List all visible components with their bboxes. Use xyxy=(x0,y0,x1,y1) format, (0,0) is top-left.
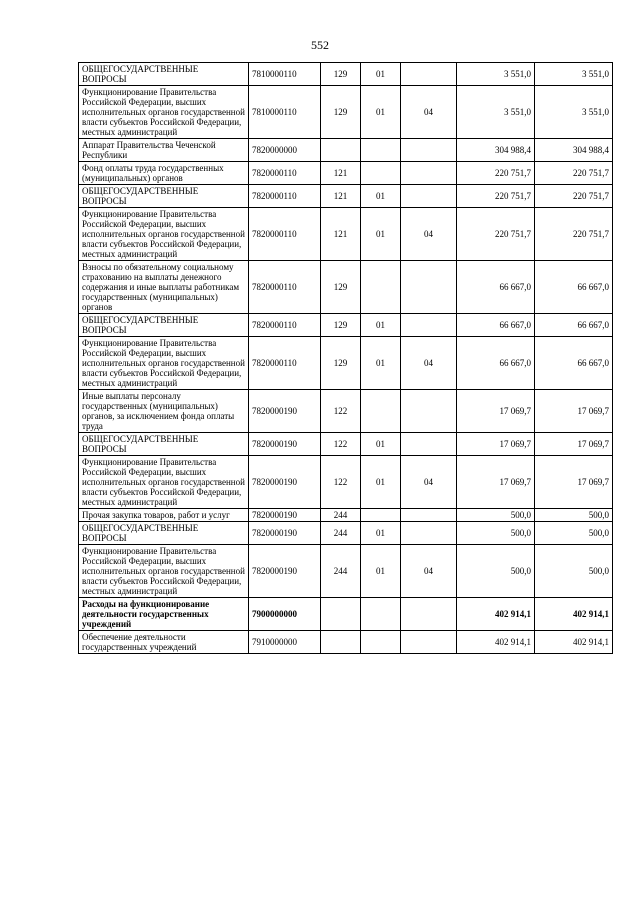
section-cell: 01 xyxy=(361,433,401,456)
table-row xyxy=(79,185,613,208)
amount-cell-1: 500,0 xyxy=(457,545,535,598)
target-article-cell: 7820000110 xyxy=(249,162,321,185)
target-article-cell: 7820000190 xyxy=(249,390,321,433)
table-row xyxy=(79,63,613,86)
section-cell: 01 xyxy=(361,185,401,208)
subsection-cell xyxy=(401,522,457,545)
subsection-cell: 04 xyxy=(401,86,457,139)
expense-name-cell: Расходы на функционирование деятельности государственных учреждений xyxy=(79,598,249,631)
target-article-cell: 7820000110 xyxy=(249,261,321,314)
target-article-cell: 7820000190 xyxy=(249,545,321,598)
target-article-cell: 7820000110 xyxy=(249,185,321,208)
table-row xyxy=(79,314,613,337)
page-number: 552 xyxy=(311,38,329,52)
target-article-cell: 7820000110 xyxy=(249,337,321,390)
amount-cell-2: 66 667,0 xyxy=(535,261,613,314)
table-row xyxy=(79,456,613,509)
amount-cell-2: 220 751,7 xyxy=(535,185,613,208)
expense-name-cell: Функционирование Правительства Российской Федерации, высших исполнительных органов государственной власти субъектов Российской Федерации, местных администраций xyxy=(79,456,249,509)
section-cell: 01 xyxy=(361,86,401,139)
amount-cell-1: 500,0 xyxy=(457,509,535,522)
target-article-cell: 7820000190 xyxy=(249,433,321,456)
expense-type-cell: 244 xyxy=(321,545,361,598)
subsection-cell: 04 xyxy=(401,208,457,261)
amount-cell-2: 66 667,0 xyxy=(535,314,613,337)
target-article-cell: 7820000190 xyxy=(249,456,321,509)
subsection-cell xyxy=(401,162,457,185)
expense-type-cell: 122 xyxy=(321,433,361,456)
expense-name-cell: Аппарат Правительства Чеченской Республики xyxy=(79,139,249,162)
expense-name-cell: ОБЩЕГОСУДАРСТВЕННЫЕ ВОПРОСЫ xyxy=(79,185,249,208)
amount-cell-2: 500,0 xyxy=(535,509,613,522)
subsection-cell xyxy=(401,261,457,314)
amount-cell-1: 17 069,7 xyxy=(457,390,535,433)
table-row xyxy=(79,509,613,522)
subsection-cell xyxy=(401,631,457,654)
expense-name-cell: ОБЩЕГОСУДАРСТВЕННЫЕ ВОПРОСЫ xyxy=(79,522,249,545)
subsection-cell: 04 xyxy=(401,456,457,509)
expense-type-cell xyxy=(321,598,361,631)
expense-type-cell: 129 xyxy=(321,261,361,314)
amount-cell-2: 304 988,4 xyxy=(535,139,613,162)
table-body xyxy=(79,63,613,654)
expense-type-cell: 122 xyxy=(321,456,361,509)
expense-type-cell: 129 xyxy=(321,337,361,390)
table-row xyxy=(79,337,613,390)
subsection-cell xyxy=(401,509,457,522)
section-cell xyxy=(361,509,401,522)
amount-cell-1: 220 751,7 xyxy=(457,208,535,261)
expense-name-cell: Прочая закупка товаров, работ и услуг xyxy=(79,509,249,522)
section-cell: 01 xyxy=(361,522,401,545)
amount-cell-1: 402 914,1 xyxy=(457,598,535,631)
amount-cell-1: 220 751,7 xyxy=(457,185,535,208)
subsection-cell xyxy=(401,598,457,631)
amount-cell-1: 3 551,0 xyxy=(457,63,535,86)
expense-type-cell: 129 xyxy=(321,86,361,139)
expense-name-cell: Функционирование Правительства Российской Федерации, высших исполнительных органов государственной власти субъектов Российской Федерации, местных администраций xyxy=(79,545,249,598)
subsection-cell xyxy=(401,63,457,86)
amount-cell-1: 220 751,7 xyxy=(457,162,535,185)
section-cell: 01 xyxy=(361,208,401,261)
budget-table xyxy=(78,62,613,654)
table-row xyxy=(79,86,613,139)
expense-name-cell: Фонд оплаты труда государственных (муниципальных) органов xyxy=(79,162,249,185)
amount-cell-1: 17 069,7 xyxy=(457,456,535,509)
section-cell xyxy=(361,390,401,433)
expense-type-cell: 121 xyxy=(321,208,361,261)
section-cell: 01 xyxy=(361,545,401,598)
subsection-cell: 04 xyxy=(401,337,457,390)
amount-cell-2: 66 667,0 xyxy=(535,337,613,390)
table-row xyxy=(79,162,613,185)
target-article-cell: 7820000190 xyxy=(249,522,321,545)
section-cell: 01 xyxy=(361,456,401,509)
amount-cell-2: 17 069,7 xyxy=(535,456,613,509)
target-article-cell: 7910000000 xyxy=(249,631,321,654)
subsection-cell xyxy=(401,139,457,162)
amount-cell-2: 17 069,7 xyxy=(535,390,613,433)
expense-type-cell: 121 xyxy=(321,162,361,185)
amount-cell-2: 500,0 xyxy=(535,545,613,598)
section-cell xyxy=(361,261,401,314)
expense-name-cell: ОБЩЕГОСУДАРСТВЕННЫЕ ВОПРОСЫ xyxy=(79,433,249,456)
target-article-cell: 7820000110 xyxy=(249,314,321,337)
target-article-cell: 7820000000 xyxy=(249,139,321,162)
expense-name-cell: Функционирование Правительства Российской Федерации, высших исполнительных органов государственной власти субъектов Российской Федерации, местных администраций xyxy=(79,86,249,139)
section-cell xyxy=(361,139,401,162)
expense-name-cell: Обеспечение деятельности государственных учреждений xyxy=(79,631,249,654)
section-cell xyxy=(361,598,401,631)
expense-type-cell: 244 xyxy=(321,509,361,522)
table-row xyxy=(79,631,613,654)
expense-type-cell: 121 xyxy=(321,185,361,208)
expense-name-cell: Взносы по обязательному социальному страхованию на выплаты денежного содержания и иные выплаты работникам государственных (муниципальных) органов xyxy=(79,261,249,314)
amount-cell-2: 402 914,1 xyxy=(535,631,613,654)
subsection-cell: 04 xyxy=(401,545,457,598)
amount-cell-1: 17 069,7 xyxy=(457,433,535,456)
amount-cell-2: 17 069,7 xyxy=(535,433,613,456)
section-cell: 01 xyxy=(361,63,401,86)
expense-name-cell: ОБЩЕГОСУДАРСТВЕННЫЕ ВОПРОСЫ xyxy=(79,63,249,86)
expense-type-cell: 129 xyxy=(321,63,361,86)
table-row xyxy=(79,208,613,261)
section-cell xyxy=(361,631,401,654)
target-article-cell: 7810000110 xyxy=(249,63,321,86)
amount-cell-1: 500,0 xyxy=(457,522,535,545)
amount-cell-2: 220 751,7 xyxy=(535,208,613,261)
table-row xyxy=(79,598,613,631)
table-row xyxy=(79,522,613,545)
table-row xyxy=(79,139,613,162)
subsection-cell xyxy=(401,314,457,337)
expense-name-cell: Функционирование Правительства Российской Федерации, высших исполнительных органов государственной власти субъектов Российской Федерации, местных администраций xyxy=(79,337,249,390)
amount-cell-2: 500,0 xyxy=(535,522,613,545)
expense-name-cell: ОБЩЕГОСУДАРСТВЕННЫЕ ВОПРОСЫ xyxy=(79,314,249,337)
subsection-cell xyxy=(401,185,457,208)
amount-cell-2: 3 551,0 xyxy=(535,86,613,139)
amount-cell-1: 402 914,1 xyxy=(457,631,535,654)
amount-cell-1: 3 551,0 xyxy=(457,86,535,139)
amount-cell-1: 304 988,4 xyxy=(457,139,535,162)
section-cell: 01 xyxy=(361,314,401,337)
expense-type-cell: 129 xyxy=(321,314,361,337)
expense-type-cell xyxy=(321,631,361,654)
amount-cell-2: 220 751,7 xyxy=(535,162,613,185)
table-row xyxy=(79,261,613,314)
expense-type-cell: 244 xyxy=(321,522,361,545)
table-row xyxy=(79,433,613,456)
section-cell xyxy=(361,162,401,185)
expense-name-cell: Иные выплаты персоналу государственных (муниципальных) органов, за исключением фонда оплаты труда xyxy=(79,390,249,433)
target-article-cell: 7810000110 xyxy=(249,86,321,139)
table-row xyxy=(79,390,613,433)
expense-name-cell: Функционирование Правительства Российской Федерации, высших исполнительных органов государственной власти субъектов Российской Федерации, местных администраций xyxy=(79,208,249,261)
target-article-cell: 7900000000 xyxy=(249,598,321,631)
target-article-cell: 7820000190 xyxy=(249,509,321,522)
subsection-cell xyxy=(401,433,457,456)
amount-cell-1: 66 667,0 xyxy=(457,314,535,337)
section-cell: 01 xyxy=(361,337,401,390)
table-row xyxy=(79,545,613,598)
target-article-cell: 7820000110 xyxy=(249,208,321,261)
amount-cell-2: 402 914,1 xyxy=(535,598,613,631)
amount-cell-1: 66 667,0 xyxy=(457,337,535,390)
amount-cell-2: 3 551,0 xyxy=(535,63,613,86)
subsection-cell xyxy=(401,390,457,433)
expense-type-cell: 122 xyxy=(321,390,361,433)
amount-cell-1: 66 667,0 xyxy=(457,261,535,314)
expense-type-cell xyxy=(321,139,361,162)
